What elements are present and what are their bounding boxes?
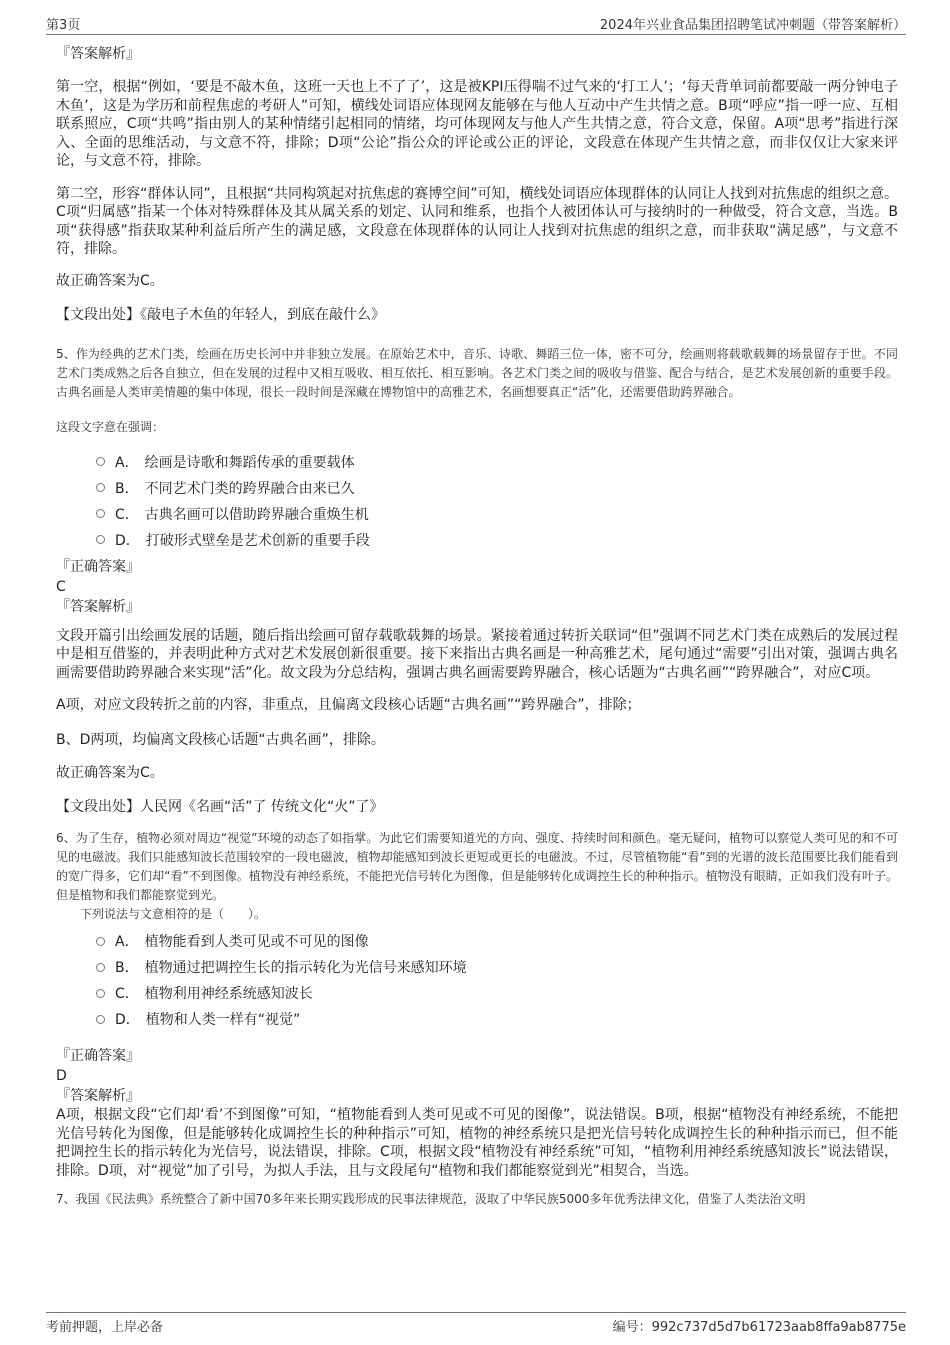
question-stem: 5、作为经典的艺术门类，绘画在历史长河中并非独立发展。在原始艺术中，音乐、诗歌、舞蹈三位一体，密不可分，绘画则将载歌载舞的场景留存于世。不同艺术门类成熟之后各自独立，但在发展的过程中又相互吸收、相互依托、相互影响。各艺术门类之间的吸收与借鉴、配合与结合，是艺术发展创新的重要手段。古典名画是人类审美情趣的集中体现，很长一段时间是深藏在博物馆中的高雅艺术，名画想要真正“活”化，还需要借助跨界融合。 [56,346,898,399]
analysis-paragraph: B、D两项，均偏离文段核心话题“古典名画”，排除。 [56,731,385,748]
option-a[interactable]: A． 绘画是诗歌和舞蹈传承的重要载体 [96,449,898,475]
radio-button[interactable] [96,509,105,518]
option-b[interactable]: B． 植物通过把调控生长的指示转化为光信号来感知环境 [96,954,898,980]
radio-button[interactable] [96,963,105,972]
source-citation: 【文段出处】《敲电子木鱼的年轻人，到底在敲什么》 [56,306,385,323]
radio-button[interactable] [96,937,105,946]
option-list [96,449,898,553]
option-d[interactable]: D． 打破形式壁垒是艺术创新的重要手段 [96,527,898,553]
question-stem: 6、为了生存，植物必须对周边“视觉”环境的动态了如指掌。为此它们需要知道光的方向、强度、持续时间和颜色。毫无疑问，植物可以察觉人类可见的和不可见的电磁波。我们只能感知波长范围较窄的一段电磁波，植物却能感知到波长更短或更长的电磁波。不过，尽管植物能“看”到的光谱的波长范围要比我们能看到的宽广得多，它们却“看”不到图像。植物没有神经系统，不能把光信号转化为图像，但是能够转化成调控生长的种种指示。植物没有眼睛，正如我们没有叶子。但是植物和我们都能察觉到光。 [56,831,898,902]
option-text: 不同艺术门类的跨界融合由来已久 [144,480,355,497]
analysis-paragraph: 第二空，形容“群体认同”，且根据“共同构筑起对抗焦虑的赛博空间”可知，横线处词语应体现群体的认同让人找到对抗焦虑的组织之意。C项“归属感”指某一个体对特殊群体及其从属关系的划定、认同和维系，也指个人被团体认可与接纳时的一种做受，符合文意，当选。B项“获得感”指获取某种利益后所产生的满足感，文段意在体现群体的认同让人找到对抗焦虑的组织之意，而非获取“满足感”，与文意不符，排除。 [56,185,898,257]
option-c[interactable]: C． 植物利用神经系统感知波长 [96,980,898,1006]
page-number: 第3页 [46,18,81,33]
page-footer [46,1312,906,1335]
question-prompt: 下列说法与文意相符的是（ ）。 [80,907,267,921]
correct-answer-label: 『正确答案』 [56,558,140,575]
option-a[interactable]: A． 植物能看到人类可见或不可见的图像 [96,928,898,954]
radio-button[interactable] [96,1015,105,1024]
radio-button[interactable] [96,989,105,998]
answer-conclusion: 故正确答案为C。 [56,765,164,781]
correct-answer: C [56,578,66,595]
radio-button[interactable] [96,483,105,492]
option-b[interactable]: B． 不同艺术门类的跨界融合由来已久 [96,475,898,501]
option-text: 古典名画可以借助跨界融合重焕生机 [144,506,369,523]
correct-answer-label: 『正确答案』 [56,1048,140,1064]
analysis-label: 『答案解析』 [56,1088,140,1104]
page-content [56,44,898,1209]
footer-slogan: 考前押题，上岸必备 [46,1320,164,1335]
radio-button[interactable] [96,457,105,466]
source-citation: 【文段出处】人民网《名画“活”了 传统文化“火”了》 [56,799,384,815]
answer-conclusion: 故正确答案为C。 [56,272,164,289]
analysis-paragraph: 第一空，根据“例如，‘要是不敲木鱼，这班一天也上不了了’，这是被KPI压得喘不过气来的‘打工人’；‘每天背单词前都要敲一两分钟电子木鱼’，这是为学历和前程焦虑的考研人”可知，横线处词语应体现网友能够在与他人互动中产生共情之意。B项“呼应”指一呼一应、互相联系照应，C项“共鸣”指由别人的某种情绪引起相同的情绪，均可体现网友与他人产生共情之意，符合文意，保留。A项“思考”指进行深入、全面的思维活动，与文意不符，排除；D项“公论”指公众的评论或公正的评论，文段意在体现产生共情之意，而非仅仅让大家来评论，与文意不符，排除。 [56,79,898,169]
analysis-label: 『答案解析』 [56,46,140,62]
analysis-paragraph: A项，根据文段“它们却‘看’不到图像”可知，“植物能看到人类可见或不可见的图像”，说法错误。B项，根据“植物没有神经系统，不能把光信号转化为图像，但是能够转化成调控生长的种种指示”可知，植物的神经系统只是把光信号转化成调控生长的种种指示而已，但不能把调控生长的指示转化为光信号，说法错误，排除。C项，根据文段“植物没有神经系统”可知，“植物利用神经系统感知波长”说法错误，排除。D项，对“视觉”加了引号，为拟人手法，且与文段尾句“植物和我们都能察觉到光”相契合，当选。 [56,1107,898,1179]
radio-button[interactable] [96,535,105,544]
option-text: 打破形式壁垒是艺术创新的重要手段 [145,532,370,549]
analysis-paragraph: A项，对应文段转折之前的内容，非重点，且偏离文段核心话题“古典名画”“跨界融合”，排除； [56,697,641,713]
analysis-paragraph: 文段开篇引出绘画发展的话题，随后指出绘画可留存载歌载舞的场景。紧接着通过转折关联词“但”强调不同艺术门类在成熟后的发展过程中是相互借鉴的，并表明此种方式对艺术发展创新很重要。接下来指出古典名画是一种高雅艺术，尾句通过“需要”引出对策，强调古典名画需要借助跨界融合来实现“活”化。故文段为分总结构，强调古典名画需要跨界融合，核心话题为“古典名画”“跨界融合”，对应C项。 [56,627,898,681]
option-list [96,928,898,1032]
option-text: 植物通过把调控生长的指示转化为光信号来感知环境 [144,960,467,976]
option-c[interactable]: C． 古典名画可以借助跨界融合重焕生机 [96,501,898,527]
question-prompt: 这段文字意在强调： [56,419,165,434]
option-text: 植物利用神经系统感知波长 [144,986,313,1002]
option-text: 绘画是诗歌和舞蹈传承的重要载体 [144,454,355,471]
option-d[interactable]: D． 植物和人类一样有“视觉” [96,1006,898,1032]
correct-answer: D [56,1068,67,1084]
option-text: 植物和人类一样有“视觉” [145,1012,301,1028]
question-stem: 7、我国《民法典》系统整合了新中国70多年来长期实践形成的民事法律规范，汲取了中华民族5000多年优秀法律文化，借鉴了人类法治文明 [56,1192,806,1206]
page-header [46,12,906,35]
analysis-label: 『答案解析』 [56,598,140,615]
option-text: 植物能看到人类可见或不可见的图像 [144,934,369,950]
document-title: 2024年兴业食品集团招聘笔试冲刺题（带答案解析） [599,18,906,33]
document-id: 编号：992c737d5d7b61723aab8ffa9ab8775e [612,1320,906,1335]
